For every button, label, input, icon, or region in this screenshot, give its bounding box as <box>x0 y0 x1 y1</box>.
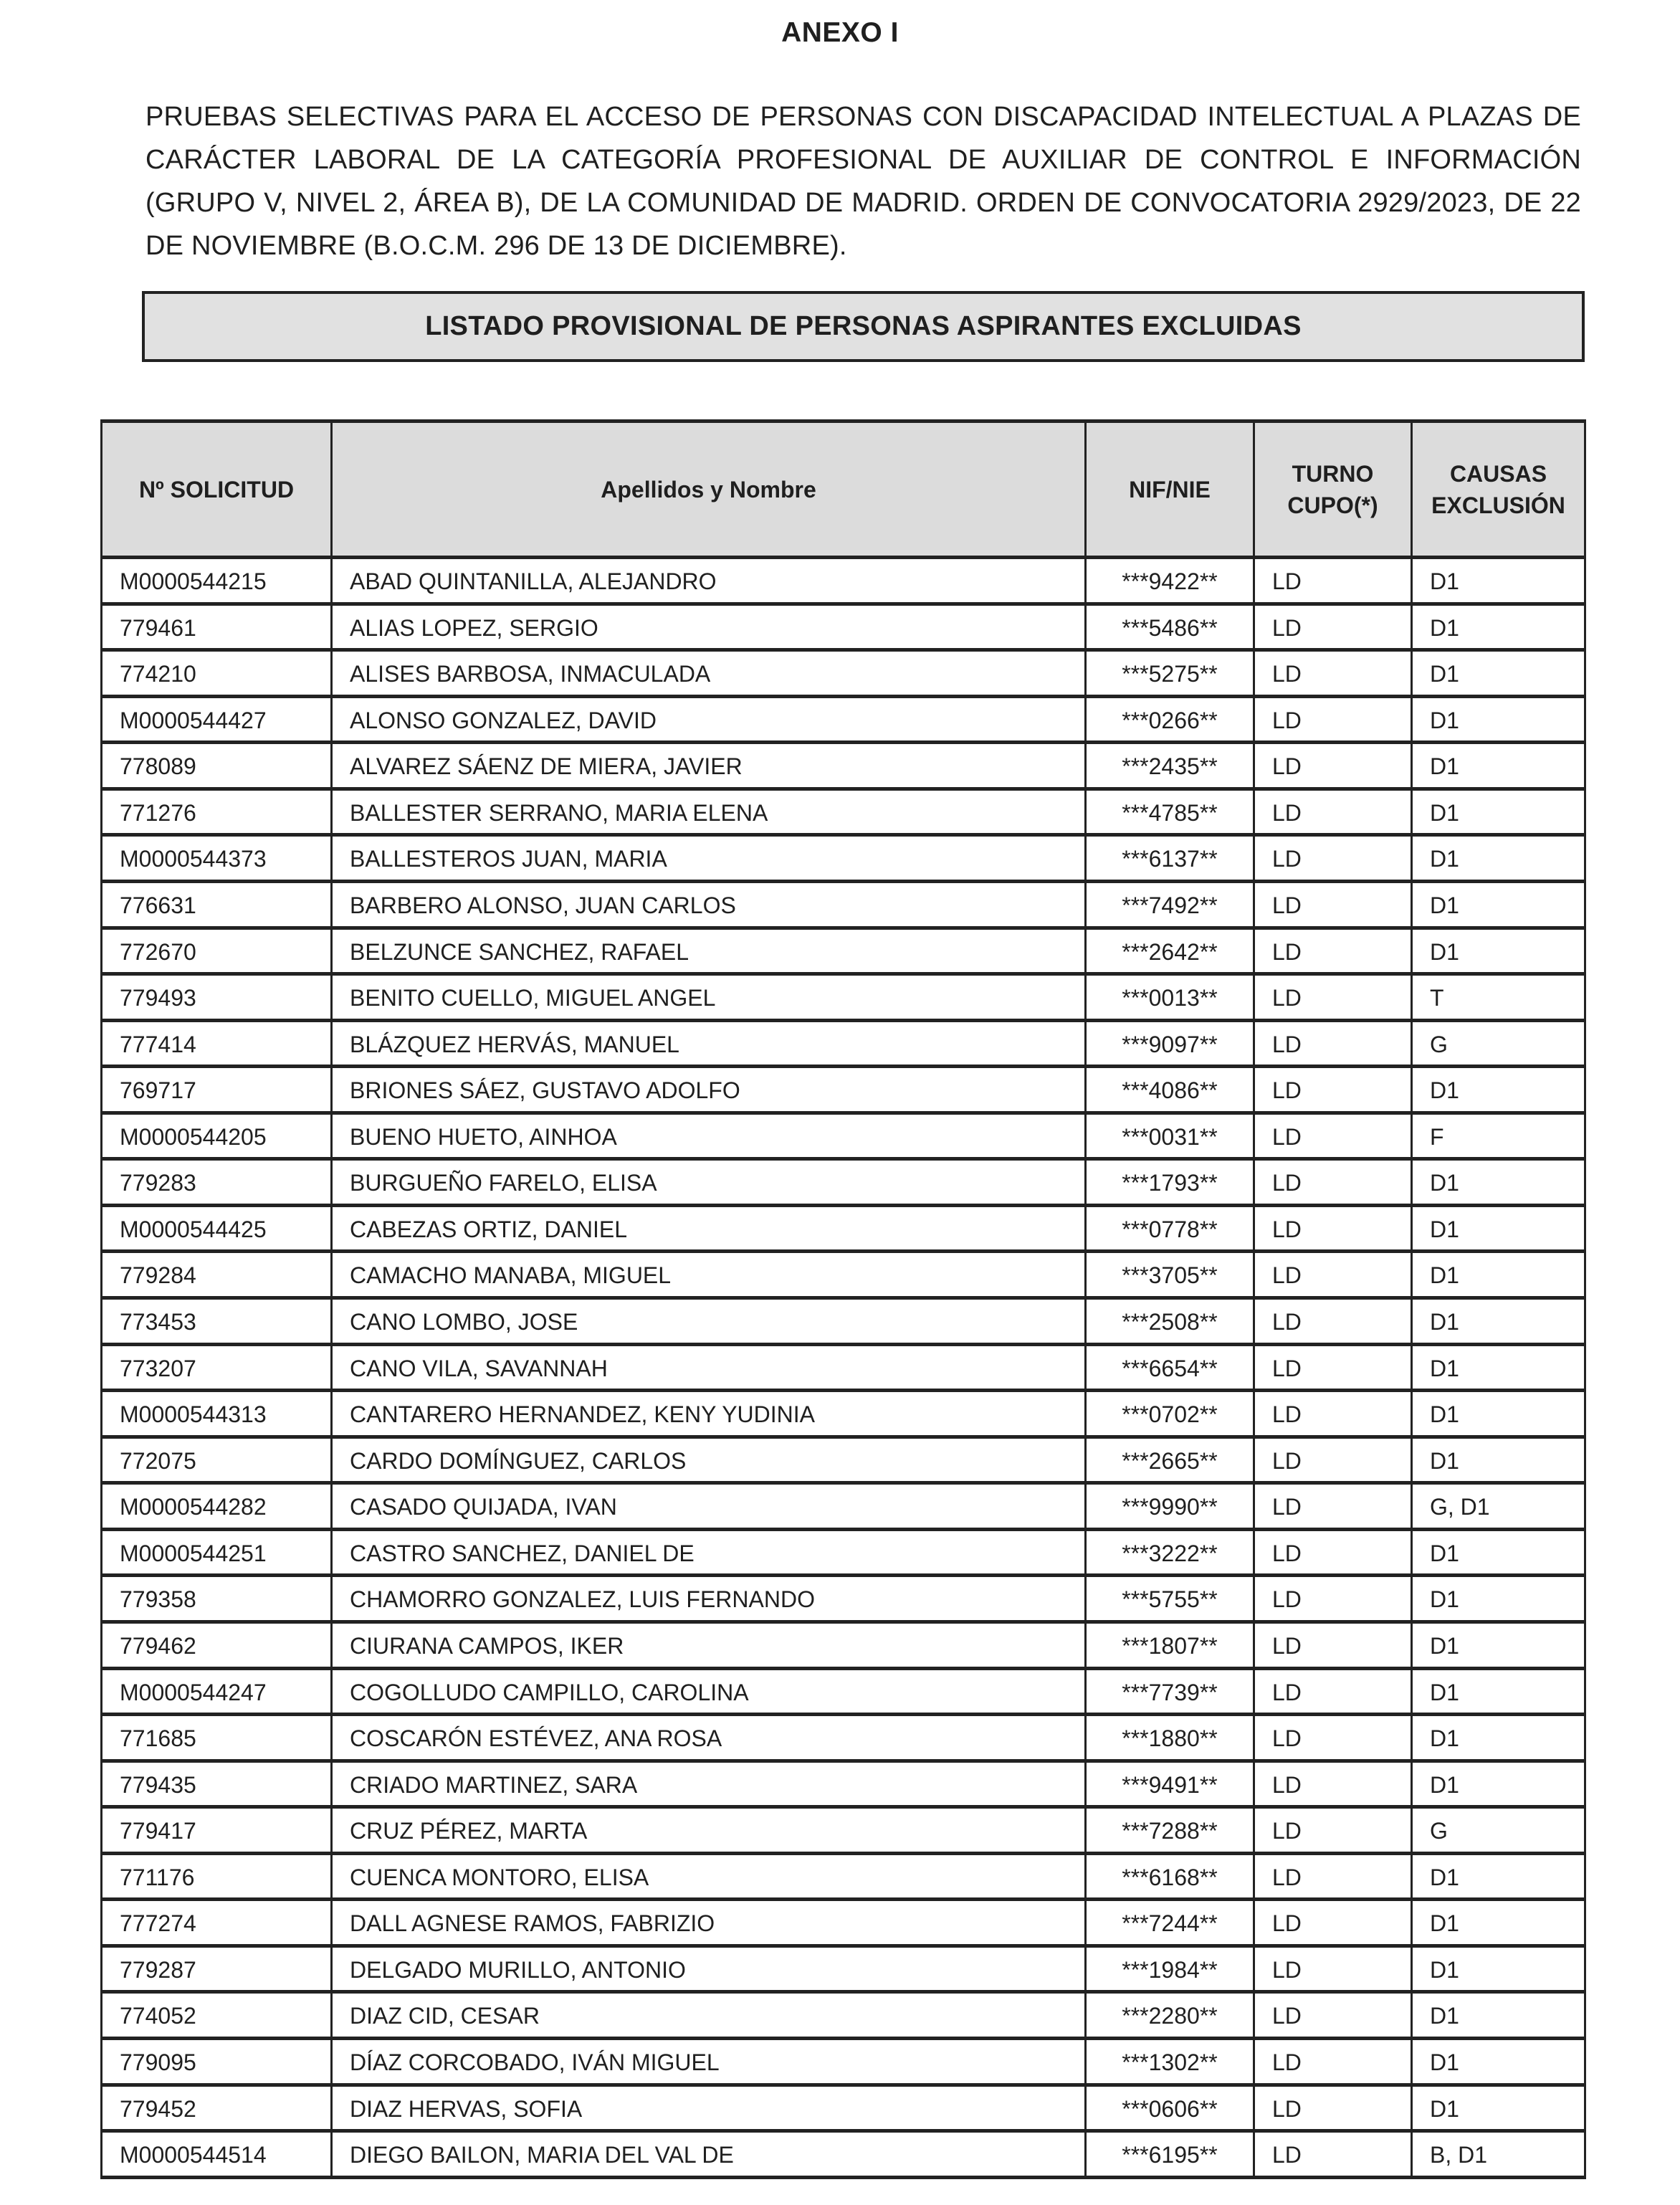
cell-solicitud: M0000544247 <box>102 1668 332 1715</box>
cell-causas: D1 <box>1412 1900 1585 1946</box>
cell-causas: D1 <box>1412 928 1585 974</box>
table-row <box>102 974 1585 1021</box>
header-causas-line1: CAUSAS <box>1449 460 1547 487</box>
cell-solicitud: M0000544205 <box>102 1113 332 1159</box>
table-row <box>102 789 1585 835</box>
cell-nombre: CASADO QUIJADA, IVAN <box>332 1483 1086 1530</box>
cell-turno: LD <box>1254 1621 1412 1668</box>
cell-solicitud: 769717 <box>102 1067 332 1113</box>
cell-nif: ***1302** <box>1086 2039 1254 2085</box>
cell-turno: LD <box>1254 604 1412 650</box>
header-turno-line1: TURNO <box>1292 460 1374 487</box>
cell-nombre: CARDO DOMÍNGUEZ, CARLOS <box>332 1437 1086 1483</box>
header-nombre: Apellidos y Nombre <box>332 422 1086 558</box>
excluded-applicants-table <box>100 419 1586 2179</box>
cell-causas: G, D1 <box>1412 1483 1585 1530</box>
cell-solicitud: 777274 <box>102 1900 332 1946</box>
cell-causas: D1 <box>1412 1159 1585 1206</box>
cell-causas: D1 <box>1412 1761 1585 1807</box>
cell-nif: ***3222** <box>1086 1529 1254 1576</box>
cell-nombre: BRIONES SÁEZ, GUSTAVO ADOLFO <box>332 1067 1086 1113</box>
cell-causas: G <box>1412 1807 1585 1854</box>
cell-solicitud: M0000544215 <box>102 558 332 604</box>
cell-nombre: CANTARERO HERNANDEZ, KENY YUDINIA <box>332 1391 1086 1437</box>
intro-paragraph: PRUEBAS SELECTIVAS PARA EL ACCESO DE PERSONAS CON DISCAPACIDAD INTELECTUAL A PLAZAS DE CARÁCTER LABORAL DE LA CATEGORÍA PROFESIONAL DE AUXILIAR DE CONTROL E INFORMACIÓN (GRUPO V, NIVEL 2, ÁREA B), DE LA COMUNIDAD DE MADRID. ORDEN DE CONVOCATORIA 2929/2023, DE 22 DE NOVIEMBRE (B.O.C.M. 296 DE 13 DE DICIEMBRE). <box>145 102 1581 261</box>
cell-causas: D1 <box>1412 1946 1585 1992</box>
cell-nombre: CANO LOMBO, JOSE <box>332 1298 1086 1345</box>
cell-turno: LD <box>1254 650 1412 697</box>
cell-solicitud: 779462 <box>102 1621 332 1668</box>
cell-nif: ***6168** <box>1086 1853 1254 1900</box>
cell-solicitud: M0000544282 <box>102 1483 332 1530</box>
cell-nif: ***1984** <box>1086 1946 1254 1992</box>
cell-solicitud: M0000544514 <box>102 2131 332 2178</box>
cell-nif: ***1793** <box>1086 1159 1254 1206</box>
cell-nif: ***6654** <box>1086 1344 1254 1391</box>
cell-nombre: DALL AGNESE RAMOS, FABRIZIO <box>332 1900 1086 1946</box>
cell-causas: D1 <box>1412 1067 1585 1113</box>
cell-causas: B, D1 <box>1412 2131 1585 2178</box>
cell-nombre: CHAMORRO GONZALEZ, LUIS FERNANDO <box>332 1576 1086 1622</box>
cell-causas: D1 <box>1412 1668 1585 1715</box>
cell-nombre: BURGUEÑO FARELO, ELISA <box>332 1159 1086 1206</box>
cell-nombre: ALIAS LOPEZ, SERGIO <box>332 604 1086 650</box>
cell-turno: LD <box>1254 835 1412 882</box>
cell-causas: D1 <box>1412 696 1585 743</box>
table-row <box>102 1344 1585 1391</box>
table-row <box>102 743 1585 789</box>
cell-turno: LD <box>1254 1807 1412 1854</box>
cell-nif: ***0013** <box>1086 974 1254 1021</box>
header-causas <box>1412 422 1585 558</box>
cell-nombre: BLÁZQUEZ HERVÁS, MANUEL <box>332 1020 1086 1067</box>
table-row <box>102 1067 1585 1113</box>
cell-solicitud: 773207 <box>102 1344 332 1391</box>
cell-solicitud: M0000544313 <box>102 1391 332 1437</box>
cell-solicitud: 779417 <box>102 1807 332 1854</box>
cell-nombre: DIAZ HERVAS, SOFIA <box>332 2085 1086 2131</box>
cell-solicitud: 779358 <box>102 1576 332 1622</box>
table-row <box>102 1298 1585 1345</box>
cell-turno: LD <box>1254 1205 1412 1252</box>
cell-causas: D1 <box>1412 2039 1585 2085</box>
cell-causas: D1 <box>1412 881 1585 928</box>
cell-nif: ***0702** <box>1086 1391 1254 1437</box>
cell-causas: D1 <box>1412 1205 1585 1252</box>
cell-turno: LD <box>1254 558 1412 604</box>
table-row <box>102 1113 1585 1159</box>
cell-causas: D1 <box>1412 1992 1585 2039</box>
table-row <box>102 2131 1585 2178</box>
cell-nif: ***1880** <box>1086 1715 1254 1761</box>
cell-turno: LD <box>1254 1668 1412 1715</box>
table-row <box>102 1159 1585 1206</box>
annex-heading: ANEXO I <box>781 17 899 48</box>
cell-nombre: CIURANA CAMPOS, IKER <box>332 1621 1086 1668</box>
cell-nif: ***2280** <box>1086 1992 1254 2039</box>
cell-turno: LD <box>1254 1437 1412 1483</box>
cell-turno: LD <box>1254 1576 1412 1622</box>
cell-nombre: CANO VILA, SAVANNAH <box>332 1344 1086 1391</box>
cell-nif: ***3705** <box>1086 1252 1254 1298</box>
cell-causas: D1 <box>1412 1529 1585 1576</box>
cell-nif: ***2435** <box>1086 743 1254 789</box>
cell-solicitud: 779283 <box>102 1159 332 1206</box>
cell-solicitud: 779435 <box>102 1761 332 1807</box>
table-body <box>102 558 1585 2178</box>
cell-nombre: BUENO HUETO, AINHOA <box>332 1113 1086 1159</box>
table-row <box>102 1391 1585 1437</box>
cell-causas: D1 <box>1412 1853 1585 1900</box>
cell-turno: LD <box>1254 1900 1412 1946</box>
cell-causas: G <box>1412 1020 1585 1067</box>
cell-nombre: DELGADO MURILLO, ANTONIO <box>332 1946 1086 1992</box>
cell-turno: LD <box>1254 1529 1412 1576</box>
cell-turno: LD <box>1254 928 1412 974</box>
cell-turno: LD <box>1254 2085 1412 2131</box>
table-row <box>102 1576 1585 1622</box>
cell-turno: LD <box>1254 1853 1412 1900</box>
cell-nombre: CABEZAS ORTIZ, DANIEL <box>332 1205 1086 1252</box>
cell-causas: D1 <box>1412 558 1585 604</box>
cell-turno: LD <box>1254 696 1412 743</box>
list-title: LISTADO PROVISIONAL DE PERSONAS ASPIRANTES EXCLUIDAS <box>425 311 1302 341</box>
cell-nif: ***9990** <box>1086 1483 1254 1530</box>
cell-turno: LD <box>1254 1391 1412 1437</box>
cell-nif: ***0606** <box>1086 2085 1254 2131</box>
cell-nombre: ALISES BARBOSA, INMACULADA <box>332 650 1086 697</box>
table-row <box>102 1483 1585 1530</box>
table-header-row <box>102 422 1585 558</box>
cell-turno: LD <box>1254 2039 1412 2085</box>
cell-turno: LD <box>1254 974 1412 1021</box>
cell-nif: ***0266** <box>1086 696 1254 743</box>
cell-nombre: BALLESTEROS JUAN, MARIA <box>332 835 1086 882</box>
cell-causas: D1 <box>1412 1715 1585 1761</box>
cell-nombre: BELZUNCE SANCHEZ, RAFAEL <box>332 928 1086 974</box>
cell-turno: LD <box>1254 1020 1412 1067</box>
cell-nombre: ALVAREZ SÁENZ DE MIERA, JAVIER <box>332 743 1086 789</box>
cell-turno: LD <box>1254 743 1412 789</box>
cell-nif: ***1807** <box>1086 1621 1254 1668</box>
cell-nombre: CASTRO SANCHEZ, DANIEL DE <box>332 1529 1086 1576</box>
cell-causas: D1 <box>1412 835 1585 882</box>
cell-nombre: BARBERO ALONSO, JUAN CARLOS <box>332 881 1086 928</box>
cell-causas: D1 <box>1412 1344 1585 1391</box>
table-row <box>102 650 1585 697</box>
cell-turno: LD <box>1254 881 1412 928</box>
cell-causas: D1 <box>1412 1576 1585 1622</box>
cell-turno: LD <box>1254 1761 1412 1807</box>
cell-causas: T <box>1412 974 1585 1021</box>
cell-nombre: COGOLLUDO CAMPILLO, CAROLINA <box>332 1668 1086 1715</box>
cell-causas: D1 <box>1412 1437 1585 1483</box>
cell-solicitud: 771176 <box>102 1853 332 1900</box>
cell-nif: ***0778** <box>1086 1205 1254 1252</box>
table-row <box>102 1668 1585 1715</box>
cell-nombre: DIEGO BAILON, MARIA DEL VAL DE <box>332 2131 1086 2178</box>
cell-solicitud: 777414 <box>102 1020 332 1067</box>
cell-solicitud: 779452 <box>102 2085 332 2131</box>
cell-nombre: CRUZ PÉREZ, MARTA <box>332 1807 1086 1854</box>
cell-causas: F <box>1412 1113 1585 1159</box>
header-causas-line2: EXCLUSIÓN <box>1431 492 1565 518</box>
cell-nif: ***7288** <box>1086 1807 1254 1854</box>
cell-causas: D1 <box>1412 789 1585 835</box>
table-row <box>102 1621 1585 1668</box>
cell-nif: ***7492** <box>1086 881 1254 928</box>
table-row <box>102 558 1585 604</box>
header-solicitud: Nº SOLICITUD <box>102 422 332 558</box>
cell-nombre: COSCARÓN ESTÉVEZ, ANA ROSA <box>332 1715 1086 1761</box>
cell-solicitud: 776631 <box>102 881 332 928</box>
table-row <box>102 1853 1585 1900</box>
cell-causas: D1 <box>1412 1252 1585 1298</box>
cell-solicitud: M0000544251 <box>102 1529 332 1576</box>
cell-solicitud: 774052 <box>102 1992 332 2039</box>
cell-solicitud: M0000544425 <box>102 1205 332 1252</box>
header-turno <box>1254 422 1412 558</box>
cell-nombre: CUENCA MONTORO, ELISA <box>332 1853 1086 1900</box>
cell-nombre: DÍAZ CORCOBADO, IVÁN MIGUEL <box>332 2039 1086 2085</box>
table-row <box>102 1529 1585 1576</box>
cell-solicitud: 771685 <box>102 1715 332 1761</box>
list-title-box <box>142 291 1585 362</box>
table-row <box>102 1252 1585 1298</box>
cell-turno: LD <box>1254 1715 1412 1761</box>
table-row <box>102 1715 1585 1761</box>
cell-turno: LD <box>1254 1067 1412 1113</box>
cell-solicitud: 779287 <box>102 1946 332 1992</box>
cell-turno: LD <box>1254 2131 1412 2178</box>
table-row <box>102 928 1585 974</box>
cell-nif: ***9097** <box>1086 1020 1254 1067</box>
cell-nif: ***9491** <box>1086 1761 1254 1807</box>
cell-nombre: CAMACHO MANABA, MIGUEL <box>332 1252 1086 1298</box>
cell-nombre: CRIADO MARTINEZ, SARA <box>332 1761 1086 1807</box>
cell-nif: ***2508** <box>1086 1298 1254 1345</box>
header-turno-line2: CUPO(*) <box>1287 492 1378 518</box>
cell-nombre: BENITO CUELLO, MIGUEL ANGEL <box>332 974 1086 1021</box>
table-row <box>102 1807 1585 1854</box>
table-row <box>102 1900 1585 1946</box>
cell-causas: D1 <box>1412 604 1585 650</box>
table-row <box>102 1437 1585 1483</box>
cell-solicitud: 772670 <box>102 928 332 974</box>
cell-turno: LD <box>1254 1252 1412 1298</box>
table-row <box>102 604 1585 650</box>
table-row <box>102 1992 1585 2039</box>
table-row <box>102 696 1585 743</box>
table-row <box>102 2085 1585 2131</box>
cell-solicitud: 779284 <box>102 1252 332 1298</box>
cell-nif: ***2665** <box>1086 1437 1254 1483</box>
cell-solicitud: 773453 <box>102 1298 332 1345</box>
cell-turno: LD <box>1254 1159 1412 1206</box>
table-row <box>102 835 1585 882</box>
cell-nif: ***5486** <box>1086 604 1254 650</box>
cell-solicitud: M0000544427 <box>102 696 332 743</box>
cell-turno: LD <box>1254 1946 1412 1992</box>
cell-nif: ***2642** <box>1086 928 1254 974</box>
cell-nif: ***7244** <box>1086 1900 1254 1946</box>
table-row <box>102 1761 1585 1807</box>
cell-causas: D1 <box>1412 1298 1585 1345</box>
cell-causas: D1 <box>1412 1391 1585 1437</box>
cell-turno: LD <box>1254 1113 1412 1159</box>
cell-nif: ***5755** <box>1086 1576 1254 1622</box>
cell-solicitud: 771276 <box>102 789 332 835</box>
cell-causas: D1 <box>1412 1621 1585 1668</box>
cell-turno: LD <box>1254 1992 1412 2039</box>
cell-nif: ***4785** <box>1086 789 1254 835</box>
header-nif: NIF/NIE <box>1086 422 1254 558</box>
cell-solicitud: 779095 <box>102 2039 332 2085</box>
table-row <box>102 1946 1585 1992</box>
cell-turno: LD <box>1254 1344 1412 1391</box>
table-row <box>102 2039 1585 2085</box>
cell-turno: LD <box>1254 1298 1412 1345</box>
cell-solicitud: 772075 <box>102 1437 332 1483</box>
cell-nif: ***9422** <box>1086 558 1254 604</box>
cell-nombre: ALONSO GONZALEZ, DAVID <box>332 696 1086 743</box>
table-row <box>102 1205 1585 1252</box>
cell-causas: D1 <box>1412 650 1585 697</box>
cell-nombre: BALLESTER SERRANO, MARIA ELENA <box>332 789 1086 835</box>
cell-nif: ***7739** <box>1086 1668 1254 1715</box>
cell-nif: ***6195** <box>1086 2131 1254 2178</box>
cell-turno: LD <box>1254 789 1412 835</box>
cell-nif: ***4086** <box>1086 1067 1254 1113</box>
cell-causas: D1 <box>1412 2085 1585 2131</box>
cell-solicitud: 779461 <box>102 604 332 650</box>
cell-causas: D1 <box>1412 743 1585 789</box>
cell-nombre: DIAZ CID, CESAR <box>332 1992 1086 2039</box>
table-row <box>102 1020 1585 1067</box>
cell-solicitud: 778089 <box>102 743 332 789</box>
cell-nif: ***0031** <box>1086 1113 1254 1159</box>
cell-turno: LD <box>1254 1483 1412 1530</box>
cell-solicitud: M0000544373 <box>102 835 332 882</box>
table-row <box>102 881 1585 928</box>
cell-nombre: ABAD QUINTANILLA, ALEJANDRO <box>332 558 1086 604</box>
cell-nif: ***6137** <box>1086 835 1254 882</box>
cell-nif: ***5275** <box>1086 650 1254 697</box>
cell-solicitud: 779493 <box>102 974 332 1021</box>
cell-solicitud: 774210 <box>102 650 332 697</box>
